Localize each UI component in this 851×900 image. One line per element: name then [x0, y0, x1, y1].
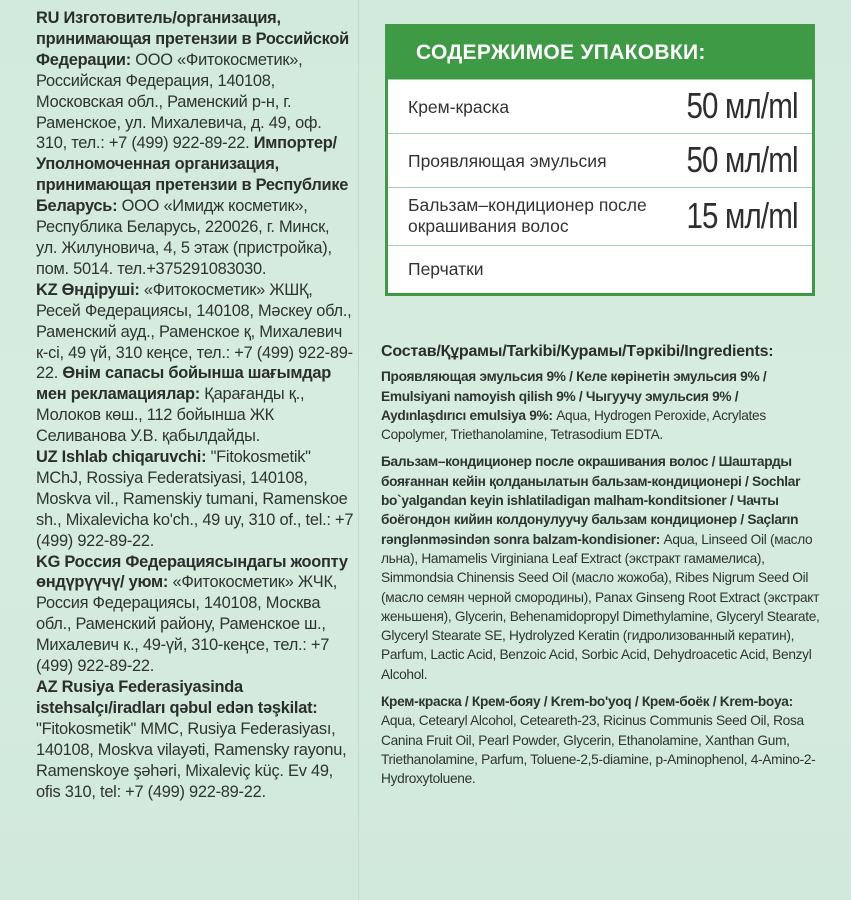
package-item-name: Бальзам–кондиционер после окрашивания волос — [408, 195, 647, 236]
kg-heading: KG Россия Федерациясындагы жоопту өндүрүүчү/ уюм: — [36, 552, 348, 592]
kz-section — [36, 280, 354, 447]
az-heading: AZ Rusiya Federasiyasinda istehsalçı/iradları qəbul edən təşkilat: — [36, 678, 318, 717]
balm-heading: Бальзам–кондиционер после окрашивания волос / Шаштарды бояғаннан кейін қолданылатын бальзам-кондиционері / Sochlar bo`yalgandan keyin ishlatiladigan malham-konditsioner / Чачты боёгондон кийин колдонулуучу бальзам кондиционер / Saçların rənglənməsindən sonra balzam-kondisioner: — [381, 454, 801, 547]
ru-importer-heading: Импортер/ Уполномоченная организация, принимающая претензии в Республике Беларусь: — [36, 134, 349, 216]
kg-text: «Фитокосметик» ЖЧК, Россия Федерациясы, 140108, Москва обл., Раменский району, Раменское ш., Михалевич к., 49-үй, 310-кеңсе, тел.: +7 (499) 922-89-22. — [36, 573, 338, 676]
az-text: "Fitokosmetik" MMC, Rusiya Federasiyası, 140108, Moskva vilayəti, Ramensky rayonu, Ramenskoye şəhəri, Mixaleviç küç. Ev 49, ofis 310, tel: +7 (499) 922-89-22. — [36, 719, 347, 801]
emulsion-heading: Проявляющая эмульсия 9% / Келе көрінетін эмульсия 9% / Emulsiyani namoyish qilish 9% / Чыгуучу эмульсия 9% / Aydınlaşdırıcı emulsiya 9%: — [381, 369, 767, 423]
package-contents-title: СОДЕРЖИМОЕ УПАКОВКИ: — [388, 27, 812, 79]
package-item-name: Перчатки — [408, 259, 484, 279]
ru-text: ООО «Фитокосметик», Российская Федерация, 140108, Московская обл., Раменский р-н, г. Раменское, ул. Михалевича, д. 49, оф. 310, тел.: +7 (499) 922-89-22. — [36, 50, 322, 153]
package-item-name: Крем-краска — [408, 97, 510, 117]
package-item-name: Проявляющая эмульсия — [408, 151, 607, 171]
uz-section — [36, 447, 354, 552]
ru-heading: RU Изготовитель/организация, принимающая претензии в Российской Федерации: — [36, 9, 349, 69]
package-item-balm — [388, 187, 812, 245]
kz-claims-heading: Өнім сапасы бойынша шағымдар мен рекламациялар: — [36, 364, 332, 404]
cream-heading: Крем-краска / Крем-бояу / Krem-bo'yoq / Крем-боёк / Krem-boya: — [381, 694, 793, 710]
ingredients-cream — [381, 692, 821, 788]
uz-heading: UZ Ishlab chiqaruvchi: — [36, 448, 211, 467]
ru-importer-text: ООО «Имидж косметик», Республика Беларусь, 220026, г. Минск, ул. Жилуновича, 4, 5 этаж (пристройка), пом. 5014. тел.+375291083030. — [36, 197, 332, 278]
kz-claims-text: Қарағанды қ., Молоков көш., 112 бойынша ЖК Селиванова У.В. қабылдайды. — [36, 385, 305, 446]
package-item-amount: 50 мл/ml — [686, 139, 798, 180]
balm-text: Aqua, Linseed Oil (масло льна), Hamamelis Virginiana Leaf Extract (экстракт гамамелиса), Simmondsia Chinensis Seed Oil (масло жожоба), Ribes Nigrum Seed Oil (масло семян черной смородины), Panax Ginseng Root Extract (экстракт женьшеня), Glycerin, Behenamidopropyl Dimethylamine, Glyceryl Stearate, Glyceryl Stearate SE, Hydrolyzed Keratin (гидролизованный кератин), Parfum, Lactic Acid, Benzoic Acid, Sorbic Acid, Dehydroacetic Acid, Benzyl Alcohol. — [381, 531, 820, 682]
kz-text: «Фитокосметик» ЖШҚ, Ресей Федерациясы, 140108, Мәскеу обл., Раменский ауд., Раменское қ, Михалевич к-сі, 49 үй, 310 кеңсе, тел.: +7 (499) 922-89-22. — [36, 280, 353, 383]
package-item-gloves — [388, 245, 812, 293]
ingredients-section — [381, 342, 821, 797]
kz-heading: KZ Өндіруші: — [36, 280, 144, 299]
uz-text: "Fitokosmetik" MChJ, Rossiya Federatsiyasi, 140108, Moskva vil., Ramenskiy tumani, Ramenskoe sh., Mixalevicha ko'ch., 49 uy, 310 of., tel.: +7 (499) 922-89-22. — [36, 448, 354, 550]
package-item-amount: 50 мл/ml — [686, 85, 798, 126]
ru-section — [36, 8, 354, 280]
cream-text: Aqua, Cetearyl Alcohol, Ceteareth-23, Ricinus Communis Seed Oil, Rosa Canina Fruit Oil, Pearl Powder, Glycerin, Ethanolamine, Xanthan Gum, Triethanolamine, Parfum, Toluene-2,5-diamine, p-Aminophenol, 4-Amino-2-Hydroxytoluene. — [381, 713, 816, 787]
az-section — [36, 677, 354, 802]
package-contents-box — [385, 24, 815, 296]
kg-section — [36, 552, 354, 677]
package-item-emulsion — [388, 133, 812, 187]
package-item-cream — [388, 79, 812, 133]
ingredients-emulsion — [381, 367, 821, 444]
ingredients-title: Состав/Құрамы/Tarkibi/Курамы/Тәркibi/Ingredients: — [381, 343, 774, 360]
column-divider — [358, 0, 359, 900]
package-item-amount: 15 мл/ml — [686, 195, 798, 236]
emulsion-text: Aqua, Hydrogen Peroxide, Acrylates Copolymer, Triethanolamine, Tetrasodium EDTA. — [381, 407, 766, 443]
ingredients-balm — [381, 452, 821, 684]
manufacturer-info — [36, 8, 354, 802]
